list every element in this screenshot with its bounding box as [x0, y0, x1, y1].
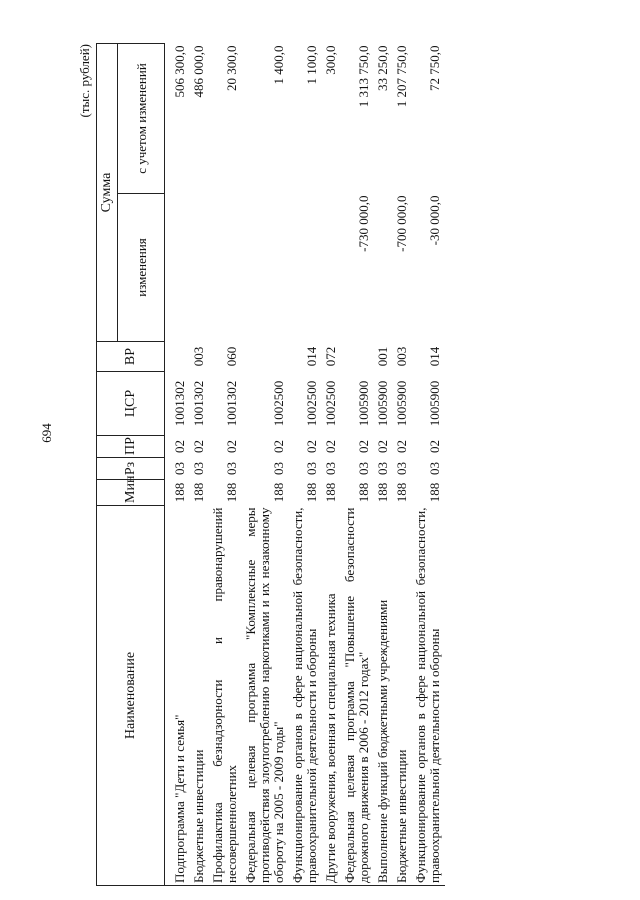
row-total: 1 313 750,0: [356, 45, 371, 108]
row-csr: 1005900: [427, 380, 442, 427]
row-name: Функционирование органов в сфере национальной безопасности, правоохранительной деятельности и обороны: [289, 506, 322, 886]
header-min: Мин: [97, 480, 165, 506]
row-change: [209, 194, 242, 342]
row-vr: 060: [224, 346, 239, 367]
row-min: 188: [394, 482, 409, 503]
row-vr: 003: [394, 346, 409, 367]
row-min: 188: [271, 482, 286, 503]
row-csr: 1001302: [224, 380, 239, 427]
row-pr: 02: [375, 440, 390, 453]
row-csr: 1001302: [191, 380, 206, 427]
header-pr: ПР: [97, 436, 165, 458]
row-pr: 02: [394, 440, 409, 453]
row-name: Профилактика безнадзорности и правонарушений несовершеннолетних: [209, 506, 242, 886]
row-min: 188: [356, 482, 371, 503]
row-change: -700 000,0: [394, 195, 409, 252]
row-vr: [242, 342, 289, 372]
row-name: Функционирование органов в сфере национальной безопасности, правоохранительной деятельности и обороны: [412, 506, 445, 886]
row-pr: 02: [271, 440, 286, 453]
row-total: 72 750,0: [427, 45, 442, 91]
row-change: -30 000,0: [427, 195, 442, 246]
row-rz: 03: [375, 462, 390, 475]
row-total: 1 100,0: [304, 45, 319, 85]
header-name: Наименование: [97, 506, 165, 886]
table-row: [165, 44, 191, 886]
row-change: [242, 194, 289, 342]
row-total: 486 000,0: [191, 45, 206, 98]
table-row: [322, 44, 341, 886]
row-name: Федеральная целевая программа "Комплексные меры противодействия злоупотреблению наркотиками и их незаконному обороту на 2005 - 2009 годы": [242, 506, 289, 886]
row-rz: 03: [394, 462, 409, 475]
row-pr: 02: [304, 440, 319, 453]
row-min: 188: [191, 482, 206, 503]
row-name: Бюджетные инвестиции: [393, 506, 412, 886]
row-min: 188: [304, 482, 319, 503]
header-csr: ЦСР: [97, 372, 165, 436]
row-pr: 02: [224, 440, 239, 453]
row-rz: 03: [427, 462, 442, 475]
row-vr: 072: [323, 346, 338, 367]
row-name: Подпрограмма "Дети и семья": [165, 506, 191, 886]
row-change: [165, 194, 191, 342]
row-pr: 02: [356, 440, 371, 453]
row-min: 188: [323, 482, 338, 503]
header-change: изменения: [118, 194, 165, 342]
row-rz: 03: [191, 462, 206, 475]
row-csr: 1001302: [172, 380, 187, 427]
budget-table: [96, 43, 445, 886]
row-pr: 02: [191, 440, 206, 453]
row-csr: 1005900: [356, 380, 371, 427]
row-total: 33 250,0: [375, 45, 390, 91]
row-vr: 003: [191, 346, 206, 367]
row-total: 1 400,0: [271, 45, 286, 85]
row-name: Федеральная целевая программа "Повышение безопасности дорожного движения в 2006 - 2012 годах": [341, 506, 374, 886]
row-vr: 014: [427, 346, 442, 367]
row-total: 20 300,0: [224, 45, 239, 91]
table-row: [374, 44, 393, 886]
row-change: [374, 194, 393, 342]
header-sum: Сумма: [97, 44, 118, 342]
row-name: Бюджетные инвестиции: [190, 506, 209, 886]
row-change: [289, 194, 322, 342]
row-name: Другие вооружения, военная и специальная техника: [322, 506, 341, 886]
table-row: [209, 44, 242, 886]
row-csr: 1002500: [323, 380, 338, 427]
row-total: 1 207 750,0: [394, 45, 409, 108]
row-min: 188: [375, 482, 390, 503]
row-min: 188: [224, 482, 239, 503]
row-total: 506 300,0: [172, 45, 187, 98]
row-name: Выполнение функций бюджетными учреждениями: [374, 506, 393, 886]
page-number: 694: [39, 423, 54, 443]
unit-label: (тыс. рублей): [77, 44, 92, 118]
row-csr: 1005900: [375, 380, 390, 427]
row-vr: 014: [304, 346, 319, 367]
table-row: [242, 44, 289, 886]
row-min: 188: [427, 482, 442, 503]
row-rz: 03: [304, 462, 319, 475]
row-csr: 1002500: [271, 380, 286, 427]
table-row: [412, 44, 445, 886]
table-row: [190, 44, 209, 886]
row-change: -730 000,0: [356, 195, 371, 252]
row-vr: 001: [375, 346, 390, 367]
row-rz: 03: [172, 462, 187, 475]
row-pr: 02: [427, 440, 442, 453]
header-rz: Рз: [97, 458, 165, 480]
row-rz: 03: [271, 462, 286, 475]
row-rz: 03: [356, 462, 371, 475]
row-csr: 1002500: [304, 380, 319, 427]
row-csr: 1005900: [394, 380, 409, 427]
row-vr: [165, 342, 191, 372]
row-rz: 03: [224, 462, 239, 475]
row-min: 188: [172, 482, 187, 503]
row-rz: 03: [323, 462, 338, 475]
header-with-changes: с учетом изменений: [118, 44, 165, 194]
row-change: [190, 194, 209, 342]
row-change: [322, 194, 341, 342]
row-pr: 02: [172, 440, 187, 453]
table-row: [289, 44, 322, 886]
row-pr: 02: [323, 440, 338, 453]
header-vr: ВР: [97, 342, 165, 372]
budget-table-page: [76, 44, 546, 886]
table-row: [393, 44, 412, 886]
row-total: 300,0: [323, 45, 338, 75]
row-vr: [341, 342, 374, 372]
table-row: [341, 44, 374, 886]
